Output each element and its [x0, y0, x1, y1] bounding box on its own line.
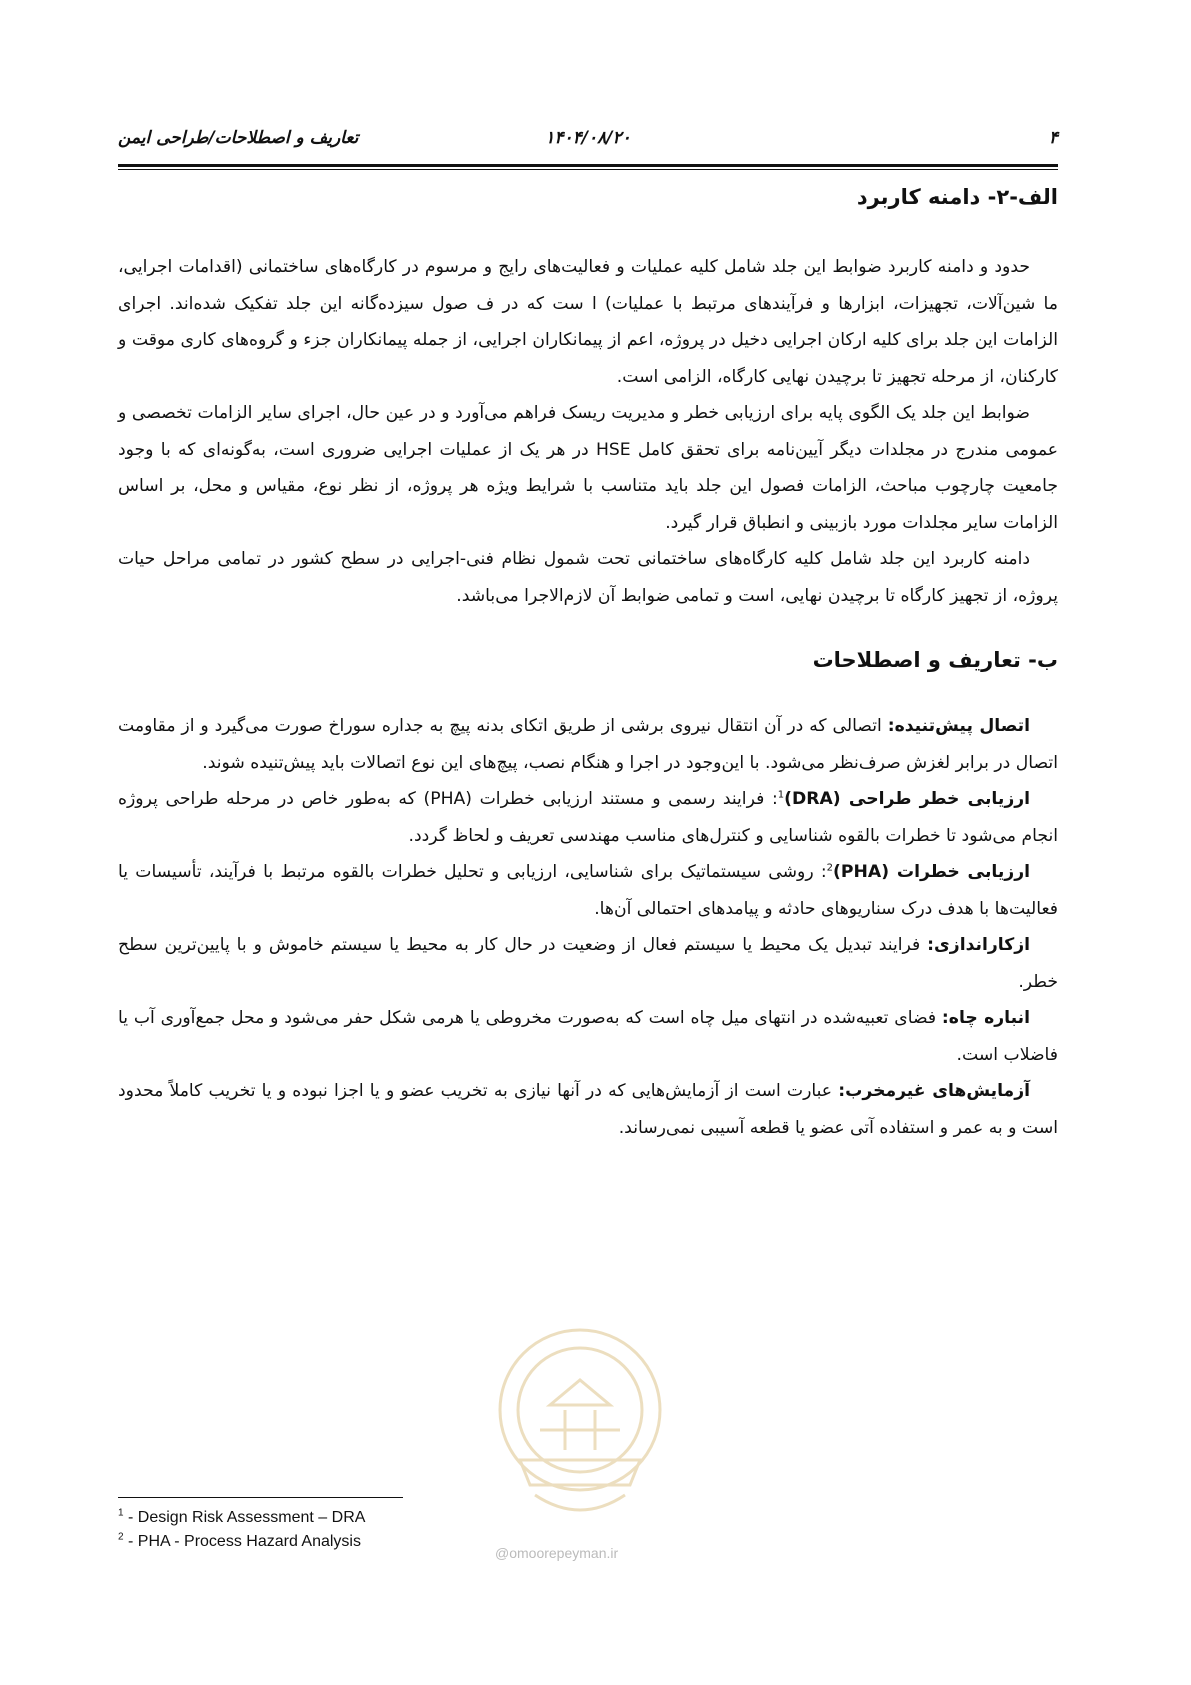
section-a-paragraph: ضوابط این جلد یک الگوی پایه برای ارزیابی خطر و مدیریت ریسک فراهم می‌آورد و در عین حال، اجرای سایر الزامات تخصصی و عمومی مندرج در مجلدات دیگر آیین‌نامه برای تحقق کامل HSE در هر یک از عملیات اجرایی ضروری است، به‌گونه‌ای که با وجود جامعیت چارچوب مباحث، الزامات فصول این جلد باید متناسب با شرایط ویژه هر پروژه، از نظر نوع، مقیاس و محل، بر اساس الزامات سایر مجلدات مورد بازبینی و انطباق قرار گیرد.: [118, 403, 1059, 533]
definition-term: اتصال پیش‌تنیده:: [887, 716, 1030, 736]
watermark-seal-icon: [480, 1310, 680, 1540]
definition-entry: [118, 1073, 1058, 1146]
definition-text: فرایند تبدیل یک محیط یا سیستم فعال از وضعیت در حال کار به محیط یا سیستم خاموش و با پایین‌ترین سطح خطر.: [118, 935, 1058, 992]
header-rule-thin: [118, 169, 1058, 170]
footnote-ref[interactable]: 1: [777, 789, 785, 801]
page-number: ۴: [1048, 128, 1058, 148]
footnote-item: $^1$ - Design Risk Assessment – DRA: [118, 1507, 366, 1526]
section-a-paragraph: حدود و دامنه کاربرد ضوابط این جلد شامل کلیه عملیات و فعالیت‌های رایج و مرسوم در کارگاه‌های ساختمانی (اقدامات اجرایی، ما شین‌آلات، تجهیزات، ابزارها و فرآیندهای مرتبط با عملیات) ا ست که در ف صول سیزده‌گانه این جلد تفکیک شده‌اند. اجرای الزامات این جلد برای کلیه ارکان اجرایی دخیل در پروژه، اعم از پیمانکاران اجرایی، از جمله پیمانکاران جزء و گروه‌های کاری موقت و کارکنان، از مرحله تجهیز تا برچیدن نهایی کارگاه، الزامی است.: [118, 257, 1058, 387]
running-title: تعاریف و اصطلاحات/طراحی ایمن: [118, 128, 359, 148]
section-b-heading: ب- تعاریف و اصطلاحات: [812, 648, 1058, 672]
section-a-heading: الف-۲- دامنه کاربرد: [856, 185, 1058, 209]
header-date: ۱۴۰۴/۰۸/۲۰: [545, 128, 631, 148]
page-header: [118, 128, 1058, 154]
page-content: [118, 185, 1058, 1146]
definition-entry: [118, 854, 1058, 927]
definition-term: انباره چاه:: [941, 1008, 1030, 1028]
definition-text: اتصالی که در آن انتقال نیروی برشی از طریق اتکای بدنه پیچ به جداره سوراخ صورت می‌گیرد و از مقاومت اتصال در برابر لغزش صرف‌نظر می‌شود. با این‌وجود در اجرا و هنگام نصب، پیچ‌های این نوع اتصالات باید پیش‌تنیده شوند.: [118, 716, 1058, 773]
definition-term: ارزیابی خطر طراحی (DRA): [784, 789, 1031, 809]
definition-text: فضای تعبیه‌شده در انتهای میل چاه است که به‌صورت مخروطی یا هرمی شکل حفر می‌شود و محل جمع‌آوری آب یا فاضلاب است.: [118, 1008, 1058, 1065]
header-rule-thick: [118, 164, 1058, 167]
definition-entry: [118, 708, 1058, 781]
definition-text: : روشی سیستماتیک برای شناسایی، ارزیابی و تحلیل خطرات بالقوه مرتبط با فرآیند، تأسیسات یا فعالیت‌ها با هدف درک سناریوهای حادثه و پیامدهای احتمالی آن‌ها.: [118, 862, 1058, 919]
footnote-item: $^2$ - PHA - Process Hazard Analysis: [118, 1531, 361, 1550]
definition-term: آزمایش‌های غیرمخرب:: [838, 1081, 1030, 1101]
definition-entry: [118, 927, 1058, 1000]
footnote-ref[interactable]: 2: [826, 862, 834, 874]
section-a-paragraph: دامنه کاربرد این جلد شامل کلیه کارگاه‌های ساختمانی تحت شمول نظام فنی-اجرایی در سطح کشور در تمامی مراحل حیات پروژه، از تجهیز کارگاه تا برچیدن نهایی، است و تمامی ضوابط آن لازم‌الاجرا می‌باشد.: [118, 549, 1058, 606]
definition-term: ارزیابی خطرات (PHA): [833, 862, 1030, 882]
definition-text: : فرایند رسمی و مستند ارزیابی خطرات (PHA) که به‌طور خاص در مرحله طراحی پروژه انجام می‌شود تا خطرات بالقوه شناسایی و کنترل‌های مناسب مهندسی تعریف و لحاظ گردد.: [118, 789, 1058, 846]
definition-entry: [118, 781, 1058, 854]
footnotes: [118, 1506, 365, 1554]
definition-term: ازکاراندازی:: [927, 935, 1030, 955]
watermark-url: @omoorepeyman.ir: [495, 1545, 619, 1561]
footnote-rule: [118, 1497, 403, 1498]
definition-text: عبارت است از آزمایش‌هایی که در آنها نیازی به تخریب عضو و یا اجزا نبوده و یا تخریب کاملاً محدود است و به عمر و استفاده آتی عضو یا قطعه آسیبی نمی‌رساند.: [118, 1081, 1058, 1138]
definition-entry: [118, 1000, 1058, 1073]
